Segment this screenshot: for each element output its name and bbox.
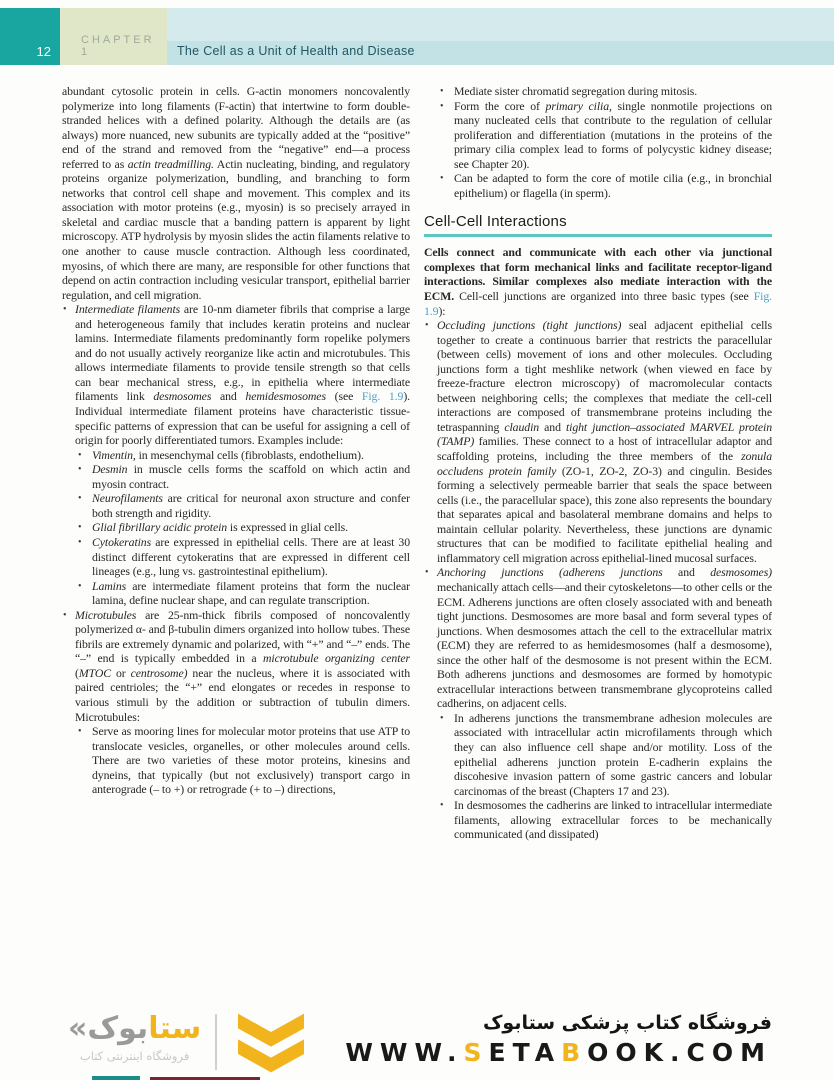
left-column [62,84,410,842]
bullet-marker: • [425,567,429,579]
text-segment: claudin [504,419,540,434]
text-segment: Form the core of [454,98,546,113]
block-text [424,245,772,317]
logo-divider [215,1014,217,1070]
bullet-marker: • [63,304,67,316]
block-text [424,213,567,230]
block-text [454,84,697,98]
text-segment: B [561,1038,588,1067]
double-chevron-icon [231,1010,311,1080]
text-segment: S [463,1038,489,1067]
text-segment: Vimentin, [92,447,136,462]
setabook-logo[interactable] [68,1010,311,1080]
block-text [92,535,410,578]
text-segment: Occluding junctions (tight junctions) [437,318,622,333]
text-segment: « [68,1011,88,1046]
text-segment: are intermediate filament proteins that form the nuclear lamina, define nuclear shape, and can regulate transcription. [92,578,410,608]
text-segment: Actin nucleating, binding, and regulatory proteins organize polymerization, bundling, and branching to form networks that control cell shape and movement. This complex and its association with motor proteins (e.g., myosin) is so precisely arrayed in skeletal and cardiac muscle that a banding pattern is apparent by light microscopy. ATP hydrolysis by myosin slides the actin filaments relative to one another to cause muscle contraction. Although less coordinated, myosins, of which there are many, are responsible for other functions that depend on actin contraction including vesicular transport, epithelial barrier regulation, and cell migration. [62,156,410,302]
block-text [454,711,772,798]
text-segment: or [111,665,131,680]
website-link[interactable] [345,1039,772,1067]
text-segment: In adherens junctions the transmembrane adhesion molecules are associated with intracellular actin microfilaments through which they can also influence cell shape and/or motility. Loss of the epithelial adherens junction protein E-cadherin explains the discohesive invasion pattern of some gastric cancers and lobular carcinomas of the breast (Chapters 17 and 23). [454,710,772,798]
block-text [62,84,410,302]
text-segment: Glial fibrillary acidic protein [92,520,228,535]
page-number-cell [0,8,60,65]
page-number: 12 [36,44,51,59]
text-segment: are critical for neuronal axon structure and confer both strength and rigidity. [92,491,410,520]
bullet-item [424,318,772,565]
bullet-marker: • [425,320,429,332]
footer-store-info [345,1010,772,1067]
section-heading [424,213,772,237]
text-segment: Desmin [92,462,128,477]
bullet-item [424,171,772,200]
text-segment: actin treadmilling. [127,156,214,171]
text-segment: desmosomes) [710,565,772,580]
bullet-marker: • [440,86,444,97]
watermark-footer [0,1008,834,1080]
text-segment: (ZO-1, ZO-2, ZO-3) and cingulin. Besides forming a selectively permeable barrier that seals the space between cells (i.e., the paracellular space), this zone also represents the boundary that separates apical and basolateral membrane domains and helps to maintain cellular polarity. Nevertheless, these junctions are dynamic structures that can be modified to facilitate epithelial healing and inflammatory cell migration across epithelial-lined mucosal surfaces. [437,463,772,565]
bullet-item [424,711,772,798]
text-segment: are expressed in epithelial cells. There are at least 30 distinct different cytokeratins that are expressed in different cell lineages (e.g., lung vs. gastrointestinal epithelium). [92,534,410,579]
text-segment: ). Individual intermediate filament proteins have characteristic tissue-specific patterns of expression that can be useful for assigning a cell of origin for poorly differentiated tumors. Examples include: [75,389,410,448]
text-segment: Cell-cell junctions are organized into three basic types (see [454,289,754,304]
text-segment: primary cilia, [545,98,612,113]
bullet-marker: • [78,536,82,548]
text-segment: single nonmotile projections on many nucleated cells that contribute to the regulation of cellular proliferation and differentiation (mutations in the proteins of the primary cilia complex lead to forms of polycystic kidney disease; see Chapter 20). [454,98,772,171]
text-segment: Microtubules [75,607,137,622]
text-segment: ( [75,665,79,680]
text-segment: OOK.COM [587,1038,772,1067]
text-segment: and [211,389,246,404]
text-segment: near the nucleus, where it is associated with paired centrioles; the “+” end elongates or recedes in response to various stimuli by the addition or subtraction of tubulin dimers. Microtubules: [75,665,410,724]
text-segment: and [539,419,566,434]
block-text [92,520,348,534]
bullet-item [62,302,410,447]
figure-link[interactable]: Fig. 1.9 [424,289,772,318]
text-segment: are 10-nm diameter fibrils that comprise a large and heterogeneous family that includes keratin proteins and nuclear lamins. Intermediate filaments predominantly form ropelike polymers and do not usually actively reorganize like actin and microtubules. This allows intermediate filaments to provide tensile strength so that cells can bear mechanical stress, e.g., in epithelia where intermediate filaments link [75,302,410,404]
bullet-marker: • [78,493,82,505]
text-segment: in muscle cells forms the scaffold on which actin and myosin contract. [92,462,410,491]
bullet-marker: • [440,712,444,724]
bullet-item [62,535,410,579]
text-segment: zonula occludens protein family [437,449,772,478]
text-segment: ETA [488,1038,562,1067]
bullet-marker: • [78,580,82,592]
text-segment: abundant cytosolic protein in cells. G-actin monomers noncovalently polymerize into long filaments (F-actin) that intertwine to form double-stranded helices with a defined polarity. Although the details are (as always) more nuanced, new subunits are typically added at the “positive” end of the strand and removed from the “negative” end—a process referred to as [62,84,410,171]
text-segment: families. These connect to a host of intracellular adaptor and scaffolding proteins, including the three members of the [437,434,772,464]
bullet-item [424,84,772,99]
chapter-label-cell [60,8,167,65]
page-body [62,84,772,842]
chapter-title: The Cell as a Unit of Health and Disease [177,44,415,58]
bullet-item [62,608,410,724]
text-segment: microtubule organizing center [263,651,410,666]
bullet-item [62,724,410,797]
block-text [454,798,772,841]
bullet-item [62,448,410,463]
bullet-marker: • [78,449,82,461]
text-segment: mechanically attach cells—and their cytoskeletons—to other cells or the ECM. Adherens junctions are often closely associated with and beneath tight junctions. Desmosomes are more basal and form several types of junctions. When desmosomes attach the cell to the extracellular matrix (ECM) they are referred to as hemidesmosomes (half a desmosome), since the other half of the desmosome is not present within the ECM. Both adherens junctions and desmosomes are formed by homotypic extracellular interactions between transmembrane glycoproteins called cadherins, on adjacent cells. [437,579,772,711]
text-segment: Neurofilaments [92,491,163,506]
text-segment: are 25-nm-thick fibrils composed of noncovalently polymerized α- and β-tubulin dimers organized into hollow tubes. These fibrils are extremely dynamic and polarized, with “+” and “–” ends. The “–” end is typically embedded in a [75,607,410,666]
bullet-marker: • [440,173,444,185]
bullet-item [62,520,410,535]
text-segment: is expressed in glial cells. [227,520,349,535]
block-text [92,724,410,796]
text-segment: Cells connect and communicate with each other via junctional complexes that form mechanical links and facilitate receptor-ligand interactions. Similar complexes also mediate interaction with the ECM. [424,245,772,304]
text-segment: ستا [148,1011,202,1046]
setabook-wordmark-block [68,1010,201,1063]
paragraph [424,245,772,318]
text-segment: Intermediate filaments [75,302,181,317]
bullet-item [62,462,410,491]
bullet-item [424,99,772,172]
block-text [437,318,772,565]
text-segment: ): [438,303,446,318]
block-text [454,171,772,200]
text-segment: (see [325,389,362,404]
logo-subtitle: فروشگاه اینترنتی کتاب [79,1049,190,1063]
chapter-label: CHAPTER 1 [81,34,155,58]
page-header [0,8,834,65]
text-segment: Anchoring junctions (adherens junctions [437,565,663,580]
text-segment: In desmosomes the cadherins are linked to intracellular intermediate filaments, allowing extracellular forces to be mechanically communicated (and dissipated) [454,798,772,842]
text-segment: Mediate sister chromatid segregation during mitosis. [454,84,698,98]
text-segment: tight junction–associated MARVEL protein (TAMP) [437,419,772,449]
bullet-marker: • [78,726,82,738]
right-column [424,84,772,842]
bullet-marker: • [78,522,82,534]
text-segment: centrosome) [130,665,188,680]
text-segment: seal adjacent epithelial cells together to create a continuous barrier that restricts the paracellular (between cells) movement of ions and other molecules. Occluding junctions form a tight meshlike network (when viewed en face by freeze-fracture electron microscopy) of macromolecular contacts between neighboring cells; the complexes that mediate the cell-cell interactions are composed of transmembrane proteins including the tetraspanning [437,318,772,434]
text-segment: Cytokeratins [92,534,152,549]
block-text [92,579,410,608]
setabook-wordmark [68,1010,201,1048]
block-text [92,448,364,462]
text-segment: hemidesmosomes [245,389,326,404]
paragraph [62,84,410,302]
text-segment: WWW. [345,1038,464,1067]
bullet-marker: • [63,609,67,621]
text-segment: and [662,565,711,580]
block-text [454,99,772,171]
text-segment: Lamins [92,578,127,593]
block-text [437,565,772,710]
text-segment: Can be adapted to form the core of motile cilia (e.g., in bronchial epithelium) or flagella (in sperm). [454,171,772,200]
bullet-item [62,579,410,608]
bullet-item [424,565,772,710]
store-title-fa: فروشگاه کتاب پزشکی ستابوک [482,1012,772,1034]
text-segment: in mesenchymal cells (fibroblasts, endothelium). [135,447,364,462]
block-text [75,302,410,447]
chapter-title-cell [167,8,834,65]
text-segment: Cell-Cell Interactions [424,213,567,231]
block-text [92,462,410,491]
text-segment: MTOC [78,665,112,680]
figure-link[interactable]: Fig. 1.9 [361,389,404,404]
bullet-marker: • [440,100,444,112]
text-segment: بوک [87,1011,149,1046]
bullet-item [62,491,410,520]
text-segment: desmosomes [153,389,212,404]
bullet-marker: • [78,464,82,476]
scan-artifact [92,1076,140,1080]
text-segment: Serve as mooring lines for molecular motor proteins that use ATP to translocate vesicles, organelles, or other molecules around cells. There are two varieties of these motor proteins, kinesins and dyneins, that typically (but not exclusively) transport cargo in anterograde (– to +) or retrograde (+ to –) directions, [92,724,410,797]
block-text [92,491,410,520]
bullet-marker: • [440,800,444,812]
bullet-item [424,798,772,842]
block-text [75,608,410,724]
